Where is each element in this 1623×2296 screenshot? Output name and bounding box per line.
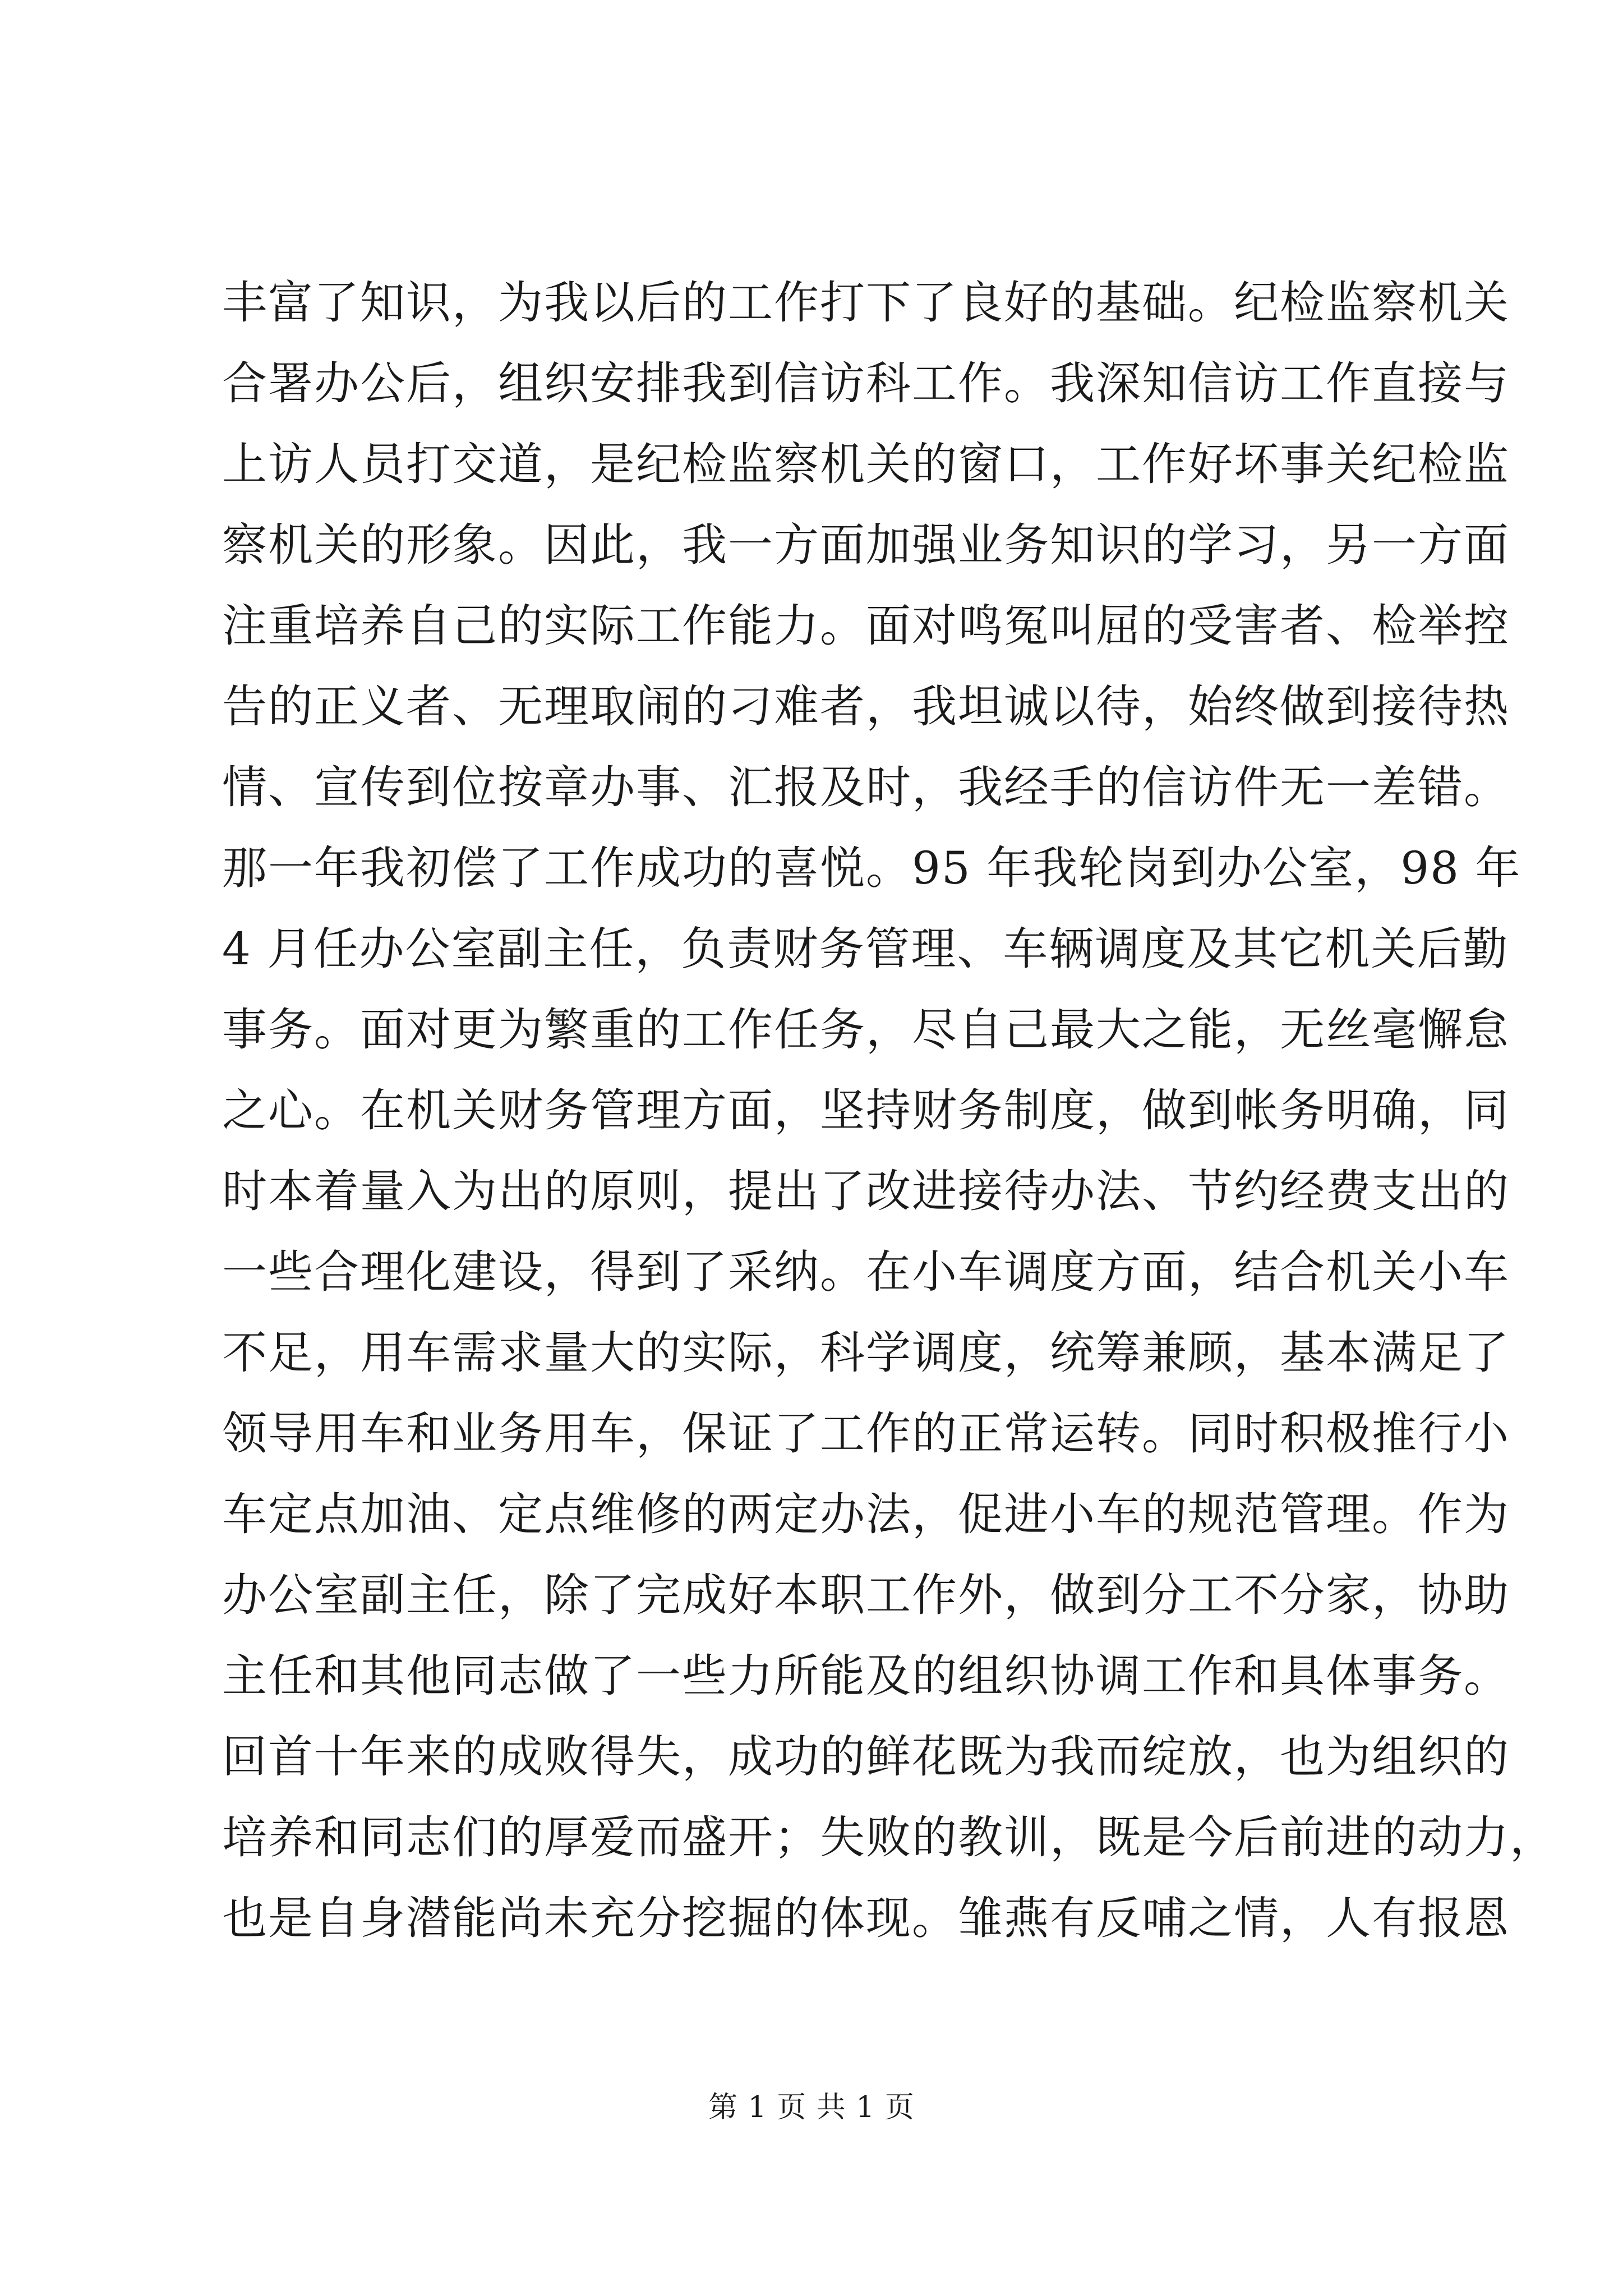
text-line: 之心。在机关财务管理方面，坚持财务制度，做到帐务明确，同 — [222, 1084, 1510, 1137]
text-line: 那一年我初偿了工作成功的喜悦。95 年我轮岗到办公室，98 年 — [222, 842, 1521, 894]
text-line: 培养和同志们的厚爱而盛开；失败的教训，既是今后前进的动力， — [222, 1811, 1556, 1864]
text-line: 合署办公后，组织安排我到信访科工作。我深知信访工作直接与 — [222, 357, 1510, 409]
text-line: 回首十年来的成败得失，成功的鲜花既为我而绽放，也为组织的 — [222, 1731, 1510, 1783]
text-line: 时本着量入为出的原则，提出了改进接待办法、节约经费支出的 — [222, 1165, 1510, 1217]
page-number-footer: 第 1 页 共 1 页 — [708, 2091, 915, 2124]
text-line: 领导用车和业务用车，保证了工作的正常运转。同时积极推行小 — [222, 1407, 1510, 1460]
text-line: 4 月任办公室副主任，负责财务管理、车辆调度及其它机关后勤 — [222, 923, 1509, 975]
text-line: 注重培养自己的实际工作能力。面对鸣冤叫屈的受害者、检举控 — [222, 600, 1510, 652]
text-line: 事务。面对更为繁重的工作任务，尽自己最大之能，无丝毫懈怠 — [222, 1004, 1510, 1056]
text-line: 主任和其他同志做了一些力所能及的组织协调工作和具体事务。 — [222, 1650, 1510, 1702]
text-line: 丰富了知识，为我以后的工作打下了良好的基础。纪检监察机关 — [222, 277, 1510, 329]
text-line: 不足，用车需求量大的实际，科学调度，统筹兼顾，基本满足了 — [222, 1327, 1510, 1379]
text-line: 察机关的形象。因此，我一方面加强业务知识的学习，另一方面 — [222, 519, 1510, 571]
text-line: 一些合理化建设，得到了采纳。在小车调度方面，结合机关小车 — [222, 1246, 1510, 1298]
body-text — [222, 263, 1556, 1959]
text-line: 告的正义者、无理取闹的刁难者，我坦诚以待，始终做到接待热 — [222, 680, 1510, 733]
text-line: 情、宣传到位按章办事、汇报及时，我经手的信访件无一差错。 — [222, 761, 1510, 813]
text-line: 上访人员打交道，是纪检监察机关的窗口，工作好坏事关纪检监 — [222, 438, 1510, 490]
text-line: 办公室副主任，除了完成好本职工作外，做到分工不分家，协助 — [222, 1569, 1510, 1621]
text-line: 也是自身潜能尚未充分挖掘的体现。雏燕有反哺之情，人有报恩 — [222, 1892, 1510, 1944]
text-line: 车定点加油、定点维修的两定办法，促进小车的规范管理。作为 — [222, 1488, 1510, 1540]
